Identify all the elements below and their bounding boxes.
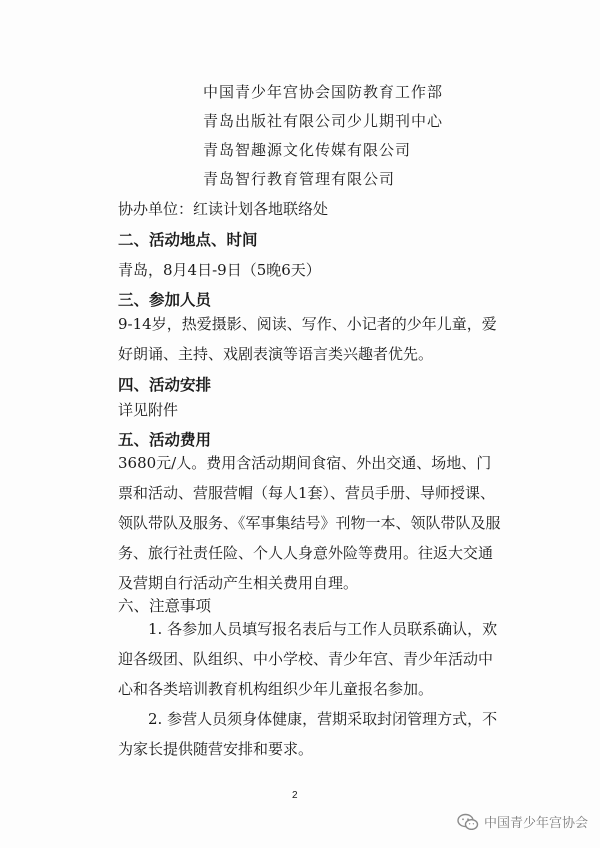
- organizer-line: 青岛智趣源文化传媒有限公司: [203, 141, 412, 159]
- notes-item-1: 1. 各参加人员填写报名表后与工作人员联系确认，欢迎各级团、队组织、中小学校、青少年宫、青少年活动中心和各类培训教育机构组织少年儿童报名参加。: [118, 620, 498, 698]
- section-heading-notes: 六、注意事项: [118, 597, 212, 615]
- co-organizer-line: 协办单位：红读计划各地联络处: [118, 200, 329, 218]
- organizer-line: 青岛出版社有限公司少儿期刊中心: [203, 112, 444, 130]
- wechat-icon: [457, 813, 479, 831]
- page-number: 2: [292, 790, 298, 801]
- watermark: [457, 812, 588, 831]
- notes-item-2: 2. 参营人员须身体健康，营期采取封闭管理方式，不为家长提供随营安排和要求。: [118, 710, 498, 758]
- location-time-text: 青岛，8月4日-9日（5晚6天）: [118, 261, 321, 279]
- organizer-line: 中国青少年宫协会国防教育工作部: [203, 83, 444, 101]
- organizer-list: [203, 78, 533, 194]
- fees-text: 3680元/人。费用含活动期间食宿、外出交通、场地、门票和活动、营服营帽（每人1套）、营员手册、导师授课、领队带队及服务、《军事集结号》刊物一本、领队带队及服务、旅行社责任险、个人人身意外险等费用。往返大交通及营期自行活动产生相关费用自理。: [118, 454, 501, 592]
- watermark-text: 中国青少年宫协会: [483, 816, 588, 831]
- section-heading-location-time: 二、活动地点、时间: [118, 231, 258, 249]
- schedule-text: 详见附件: [118, 401, 179, 419]
- participants-text: 9-14岁，热爱摄影、阅读、写作、小记者的少年儿童，爱好朗诵、主持、戏剧表演等语言类兴趣者优先。: [118, 315, 497, 363]
- section-heading-fees: 五、活动费用: [118, 431, 212, 449]
- section-heading-schedule: 四、活动安排: [118, 376, 212, 394]
- section-heading-participants: 三、参加人员: [118, 291, 212, 309]
- organizer-line: 青岛智行教育管理有限公司: [203, 170, 396, 188]
